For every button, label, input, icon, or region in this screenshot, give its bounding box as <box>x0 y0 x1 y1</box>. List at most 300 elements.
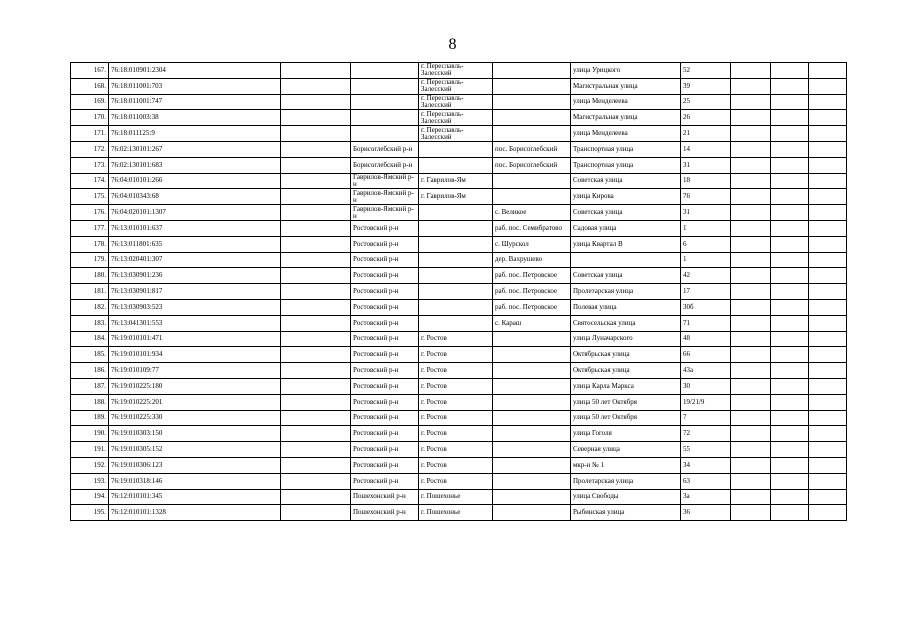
empty-cell <box>771 173 809 189</box>
cadastral-number: 76:19:010225:180 <box>109 378 281 394</box>
empty-cell <box>731 220 771 236</box>
cadastral-number: 76:02:130101:267 <box>109 141 281 157</box>
row-number: 186. <box>71 363 109 379</box>
empty-cell <box>731 141 771 157</box>
locality-cell <box>493 457 571 473</box>
empty-cell <box>771 489 809 505</box>
district-cell: Пошехонский р-н <box>351 505 419 521</box>
table-row <box>71 141 847 157</box>
locality-cell: с. Караш <box>493 315 571 331</box>
locality-cell <box>493 505 571 521</box>
empty-cell <box>281 473 351 489</box>
row-number: 177. <box>71 220 109 236</box>
street-cell: Советская улица <box>571 173 681 189</box>
table-row <box>71 157 847 173</box>
cadastral-number: 76:13:030901:236 <box>109 268 281 284</box>
empty-cell <box>809 457 847 473</box>
table-row <box>71 63 847 79</box>
empty-cell <box>281 410 351 426</box>
locality-cell: пос. Борисоглебский <box>493 141 571 157</box>
locality-cell <box>493 410 571 426</box>
street-cell: улица Кирова <box>571 189 681 205</box>
street-cell: мкр-н № 1 <box>571 457 681 473</box>
cadastral-number: 76:04:020101:1307 <box>109 205 281 221</box>
empty-cell <box>281 347 351 363</box>
row-number: 169. <box>71 94 109 110</box>
empty-cell <box>771 78 809 94</box>
street-cell: Северная улица <box>571 442 681 458</box>
empty-cell <box>771 299 809 315</box>
table-row <box>71 331 847 347</box>
city-cell <box>419 236 493 252</box>
cadastral-number: 76:18:010901:2304 <box>109 63 281 79</box>
empty-cell <box>731 457 771 473</box>
district-cell <box>351 78 419 94</box>
city-cell: г. Переславль-Залесский <box>419 63 493 79</box>
empty-cell <box>771 126 809 142</box>
empty-cell <box>281 236 351 252</box>
row-number: 171. <box>71 126 109 142</box>
city-cell: г. Ростов <box>419 347 493 363</box>
city-cell <box>419 315 493 331</box>
empty-cell <box>771 189 809 205</box>
house-number-cell: 14 <box>681 141 731 157</box>
empty-cell <box>731 126 771 142</box>
district-cell: Ростовский р-н <box>351 236 419 252</box>
district-cell: Ростовский р-н <box>351 299 419 315</box>
empty-cell <box>281 220 351 236</box>
cadastral-number: 76:04:010343:68 <box>109 189 281 205</box>
empty-cell <box>809 378 847 394</box>
row-number: 187. <box>71 378 109 394</box>
empty-cell <box>771 442 809 458</box>
locality-cell <box>493 394 571 410</box>
cadastral-number: 76:13:041301:553 <box>109 315 281 331</box>
empty-cell <box>809 236 847 252</box>
empty-cell <box>771 205 809 221</box>
city-cell: г. Гаврилов-Ям <box>419 189 493 205</box>
empty-cell <box>731 189 771 205</box>
cadastral-number: 76:02:130101:683 <box>109 157 281 173</box>
empty-cell <box>771 284 809 300</box>
row-number: 168. <box>71 78 109 94</box>
table-row <box>71 284 847 300</box>
city-cell: г. Ростов <box>419 363 493 379</box>
empty-cell <box>281 315 351 331</box>
district-cell: Ростовский р-н <box>351 347 419 363</box>
district-cell: Гаврилов-Ямский р-н <box>351 205 419 221</box>
empty-cell <box>281 299 351 315</box>
cadastral-number: 76:18:011001:747 <box>109 94 281 110</box>
empty-cell <box>809 189 847 205</box>
house-number-cell: 36 <box>681 505 731 521</box>
table-row <box>71 189 847 205</box>
row-number: 189. <box>71 410 109 426</box>
locality-cell <box>493 347 571 363</box>
table-row <box>71 173 847 189</box>
empty-cell <box>809 347 847 363</box>
cadastral-number: 76:13:030901:817 <box>109 284 281 300</box>
empty-cell <box>771 378 809 394</box>
empty-cell <box>771 505 809 521</box>
locality-cell <box>493 378 571 394</box>
street-cell: Советская улица <box>571 205 681 221</box>
empty-cell <box>731 78 771 94</box>
street-cell: Пролетарская улица <box>571 284 681 300</box>
house-number-cell: 6 <box>681 236 731 252</box>
empty-cell <box>771 220 809 236</box>
row-number: 180. <box>71 268 109 284</box>
locality-cell <box>493 78 571 94</box>
city-cell: г. Переславль-Залесский <box>419 110 493 126</box>
table-row <box>71 94 847 110</box>
city-cell: г. Ростов <box>419 442 493 458</box>
empty-cell <box>281 141 351 157</box>
empty-cell <box>771 268 809 284</box>
empty-cell <box>771 426 809 442</box>
street-cell: улица Менделеева <box>571 126 681 142</box>
street-cell: Садовая улица <box>571 220 681 236</box>
locality-cell: с. Великое <box>493 205 571 221</box>
empty-cell <box>809 94 847 110</box>
table-row <box>71 442 847 458</box>
cadastral-number: 76:19:010225:330 <box>109 410 281 426</box>
district-cell: Гаврилов-Ямский р-н <box>351 173 419 189</box>
empty-cell <box>281 489 351 505</box>
street-cell: улица Луначарского <box>571 331 681 347</box>
empty-cell <box>809 299 847 315</box>
empty-cell <box>809 315 847 331</box>
empty-cell <box>809 331 847 347</box>
district-cell: Ростовский р-н <box>351 410 419 426</box>
house-number-cell: 25 <box>681 94 731 110</box>
empty-cell <box>731 489 771 505</box>
house-number-cell: 34 <box>681 457 731 473</box>
locality-cell <box>493 473 571 489</box>
empty-cell <box>809 63 847 79</box>
empty-cell <box>281 442 351 458</box>
empty-cell <box>809 110 847 126</box>
house-number-cell: 3а <box>681 489 731 505</box>
street-cell: улица Свободы <box>571 489 681 505</box>
empty-cell <box>731 473 771 489</box>
empty-cell <box>771 363 809 379</box>
city-cell <box>419 205 493 221</box>
empty-cell <box>809 252 847 268</box>
row-number: 167. <box>71 63 109 79</box>
district-cell: Ростовский р-н <box>351 457 419 473</box>
row-number: 175. <box>71 189 109 205</box>
city-cell: г. Ростов <box>419 426 493 442</box>
locality-cell <box>493 94 571 110</box>
row-number: 185. <box>71 347 109 363</box>
house-number-cell: 18 <box>681 173 731 189</box>
house-number-cell: 48 <box>681 331 731 347</box>
city-cell: г. Ростов <box>419 378 493 394</box>
street-cell: улица 50 лет Октября <box>571 410 681 426</box>
city-cell <box>419 284 493 300</box>
empty-cell <box>809 426 847 442</box>
empty-cell <box>731 378 771 394</box>
empty-cell <box>731 394 771 410</box>
cadastral-number: 76:18:011001:703 <box>109 78 281 94</box>
locality-cell <box>493 110 571 126</box>
empty-cell <box>281 426 351 442</box>
empty-cell <box>771 252 809 268</box>
empty-cell <box>731 410 771 426</box>
district-cell: Ростовский р-н <box>351 284 419 300</box>
empty-cell <box>281 378 351 394</box>
street-cell: Полевая улица <box>571 299 681 315</box>
house-number-cell: 26 <box>681 110 731 126</box>
table-row <box>71 394 847 410</box>
cadastral-number: 76:13:020401:307 <box>109 252 281 268</box>
locality-cell <box>493 442 571 458</box>
empty-cell <box>771 94 809 110</box>
empty-cell <box>809 473 847 489</box>
locality-cell <box>493 363 571 379</box>
empty-cell <box>281 126 351 142</box>
city-cell: г. Ростов <box>419 331 493 347</box>
empty-cell <box>771 473 809 489</box>
row-number: 191. <box>71 442 109 458</box>
house-number-cell: 76 <box>681 189 731 205</box>
empty-cell <box>731 110 771 126</box>
city-cell: г. Гаврилов-Ям <box>419 173 493 189</box>
cadastral-number: 76:19:010109:77 <box>109 363 281 379</box>
empty-cell <box>281 94 351 110</box>
empty-cell <box>771 331 809 347</box>
cadastral-number: 76:19:010303:150 <box>109 426 281 442</box>
city-cell <box>419 299 493 315</box>
table-row <box>71 315 847 331</box>
street-cell: улица Урицкого <box>571 63 681 79</box>
cadastral-number: 76:19:010318:146 <box>109 473 281 489</box>
house-number-cell: 30 <box>681 378 731 394</box>
street-cell: улица 50 лет Октября <box>571 394 681 410</box>
locality-cell: раб. пос. Петровское <box>493 268 571 284</box>
district-cell: Борисоглебский р-н <box>351 157 419 173</box>
row-number: 183. <box>71 315 109 331</box>
street-cell: Рыбинская улица <box>571 505 681 521</box>
empty-cell <box>809 141 847 157</box>
house-number-cell: 1 <box>681 220 731 236</box>
locality-cell <box>493 426 571 442</box>
district-cell: Ростовский р-н <box>351 426 419 442</box>
empty-cell <box>771 457 809 473</box>
empty-cell <box>809 394 847 410</box>
locality-cell <box>493 63 571 79</box>
city-cell: г. Пошехонье <box>419 489 493 505</box>
row-number: 170. <box>71 110 109 126</box>
district-cell <box>351 126 419 142</box>
district-cell: Ростовский р-н <box>351 315 419 331</box>
street-cell: Магистральная улица <box>571 110 681 126</box>
locality-cell <box>493 126 571 142</box>
house-number-cell: 42 <box>681 268 731 284</box>
city-cell: г. Ростов <box>419 410 493 426</box>
city-cell <box>419 268 493 284</box>
house-number-cell: 66 <box>681 347 731 363</box>
cadastral-number: 76:19:010305:152 <box>109 442 281 458</box>
house-number-cell: 72 <box>681 426 731 442</box>
house-number-cell: 43а <box>681 363 731 379</box>
locality-cell: пос. Борисоглебский <box>493 157 571 173</box>
empty-cell <box>731 426 771 442</box>
empty-cell <box>281 284 351 300</box>
empty-cell <box>731 236 771 252</box>
empty-cell <box>731 268 771 284</box>
district-cell <box>351 110 419 126</box>
empty-cell <box>731 315 771 331</box>
row-number: 182. <box>71 299 109 315</box>
empty-cell <box>771 315 809 331</box>
city-cell <box>419 157 493 173</box>
house-number-cell: 7 <box>681 410 731 426</box>
house-number-cell: 31 <box>681 157 731 173</box>
empty-cell <box>281 78 351 94</box>
row-number: 172. <box>71 141 109 157</box>
table-row <box>71 236 847 252</box>
street-cell: Октябрьская улица <box>571 363 681 379</box>
cadastral-number: 76:19:010101:934 <box>109 347 281 363</box>
empty-cell <box>809 157 847 173</box>
city-cell: г. Ростов <box>419 473 493 489</box>
empty-cell <box>281 331 351 347</box>
empty-cell <box>809 126 847 142</box>
cadastral-number: 76:12:010101:1328 <box>109 505 281 521</box>
city-cell: г. Переславль-Залесский <box>419 78 493 94</box>
city-cell: г. Ростов <box>419 457 493 473</box>
table-row <box>71 489 847 505</box>
table-row <box>71 268 847 284</box>
locality-cell: дер. Вахрушево <box>493 252 571 268</box>
empty-cell <box>809 410 847 426</box>
empty-cell <box>809 363 847 379</box>
row-number: 179. <box>71 252 109 268</box>
page-number: 8 <box>448 36 457 53</box>
row-number: 195. <box>71 505 109 521</box>
house-number-cell: 55 <box>681 442 731 458</box>
row-number: 184. <box>71 331 109 347</box>
table-row <box>71 347 847 363</box>
table-row <box>71 299 847 315</box>
row-number: 190. <box>71 426 109 442</box>
row-number: 192. <box>71 457 109 473</box>
locality-cell <box>493 173 571 189</box>
empty-cell <box>281 173 351 189</box>
street-cell <box>571 252 681 268</box>
district-cell: Ростовский р-н <box>351 394 419 410</box>
house-number-cell: 21 <box>681 126 731 142</box>
street-cell: улица Менделеева <box>571 94 681 110</box>
district-cell: Гаврилов-Ямский р-н <box>351 189 419 205</box>
table-row <box>71 220 847 236</box>
cadastral-number: 76:18:011003:38 <box>109 110 281 126</box>
table-row <box>71 378 847 394</box>
house-number-cell: 63 <box>681 473 731 489</box>
empty-cell <box>809 489 847 505</box>
street-cell: улица Карла Маркса <box>571 378 681 394</box>
city-cell <box>419 141 493 157</box>
house-number-cell: 19/21/9 <box>681 394 731 410</box>
district-cell: Ростовский р-н <box>351 252 419 268</box>
street-cell: улица Квартал В <box>571 236 681 252</box>
district-cell: Ростовский р-н <box>351 473 419 489</box>
street-cell: Святосельская улица <box>571 315 681 331</box>
table-body <box>71 63 847 521</box>
city-cell <box>419 220 493 236</box>
cadastral-number: 76:13:011801:635 <box>109 236 281 252</box>
cadastral-number: 76:13:010101:637 <box>109 220 281 236</box>
district-cell: Пошехонский р-н <box>351 489 419 505</box>
empty-cell <box>281 394 351 410</box>
locality-cell <box>493 331 571 347</box>
empty-cell <box>281 363 351 379</box>
row-number: 188. <box>71 394 109 410</box>
table-row <box>71 252 847 268</box>
empty-cell <box>731 252 771 268</box>
row-number: 173. <box>71 157 109 173</box>
empty-cell <box>731 94 771 110</box>
cadastral-number: 76:13:030903:523 <box>109 299 281 315</box>
row-number: 174. <box>71 173 109 189</box>
empty-cell <box>731 331 771 347</box>
district-cell: Ростовский р-н <box>351 220 419 236</box>
district-cell: Ростовский р-н <box>351 268 419 284</box>
house-number-cell: 71 <box>681 315 731 331</box>
street-cell: Магистральная улица <box>571 78 681 94</box>
empty-cell <box>771 410 809 426</box>
cadastral-number: 76:19:010101:471 <box>109 331 281 347</box>
table-row <box>71 410 847 426</box>
table-row <box>71 505 847 521</box>
empty-cell <box>281 457 351 473</box>
empty-cell <box>809 442 847 458</box>
table-row <box>71 363 847 379</box>
house-number-cell: 1 <box>681 252 731 268</box>
city-cell: г. Пошехонье <box>419 505 493 521</box>
empty-cell <box>731 347 771 363</box>
house-number-cell: 39 <box>681 78 731 94</box>
empty-cell <box>771 394 809 410</box>
row-number: 178. <box>71 236 109 252</box>
cadastral-number: 76:04:010101:266 <box>109 173 281 189</box>
empty-cell <box>731 157 771 173</box>
empty-cell <box>731 363 771 379</box>
table-row <box>71 110 847 126</box>
house-number-cell: 17 <box>681 284 731 300</box>
house-number-cell: 52 <box>681 63 731 79</box>
row-number: 181. <box>71 284 109 300</box>
district-cell: Ростовский р-н <box>351 442 419 458</box>
empty-cell <box>809 268 847 284</box>
empty-cell <box>809 284 847 300</box>
empty-cell <box>809 78 847 94</box>
empty-cell <box>809 220 847 236</box>
empty-cell <box>771 63 809 79</box>
cadastral-number: 76:19:010225:201 <box>109 394 281 410</box>
row-number: 176. <box>71 205 109 221</box>
district-cell: Ростовский р-н <box>351 363 419 379</box>
table-row <box>71 205 847 221</box>
empty-cell <box>731 299 771 315</box>
table-row <box>71 457 847 473</box>
locality-cell: раб. пос. Петровское <box>493 299 571 315</box>
street-cell: Транспортная улица <box>571 141 681 157</box>
row-number: 193. <box>71 473 109 489</box>
empty-cell <box>771 347 809 363</box>
